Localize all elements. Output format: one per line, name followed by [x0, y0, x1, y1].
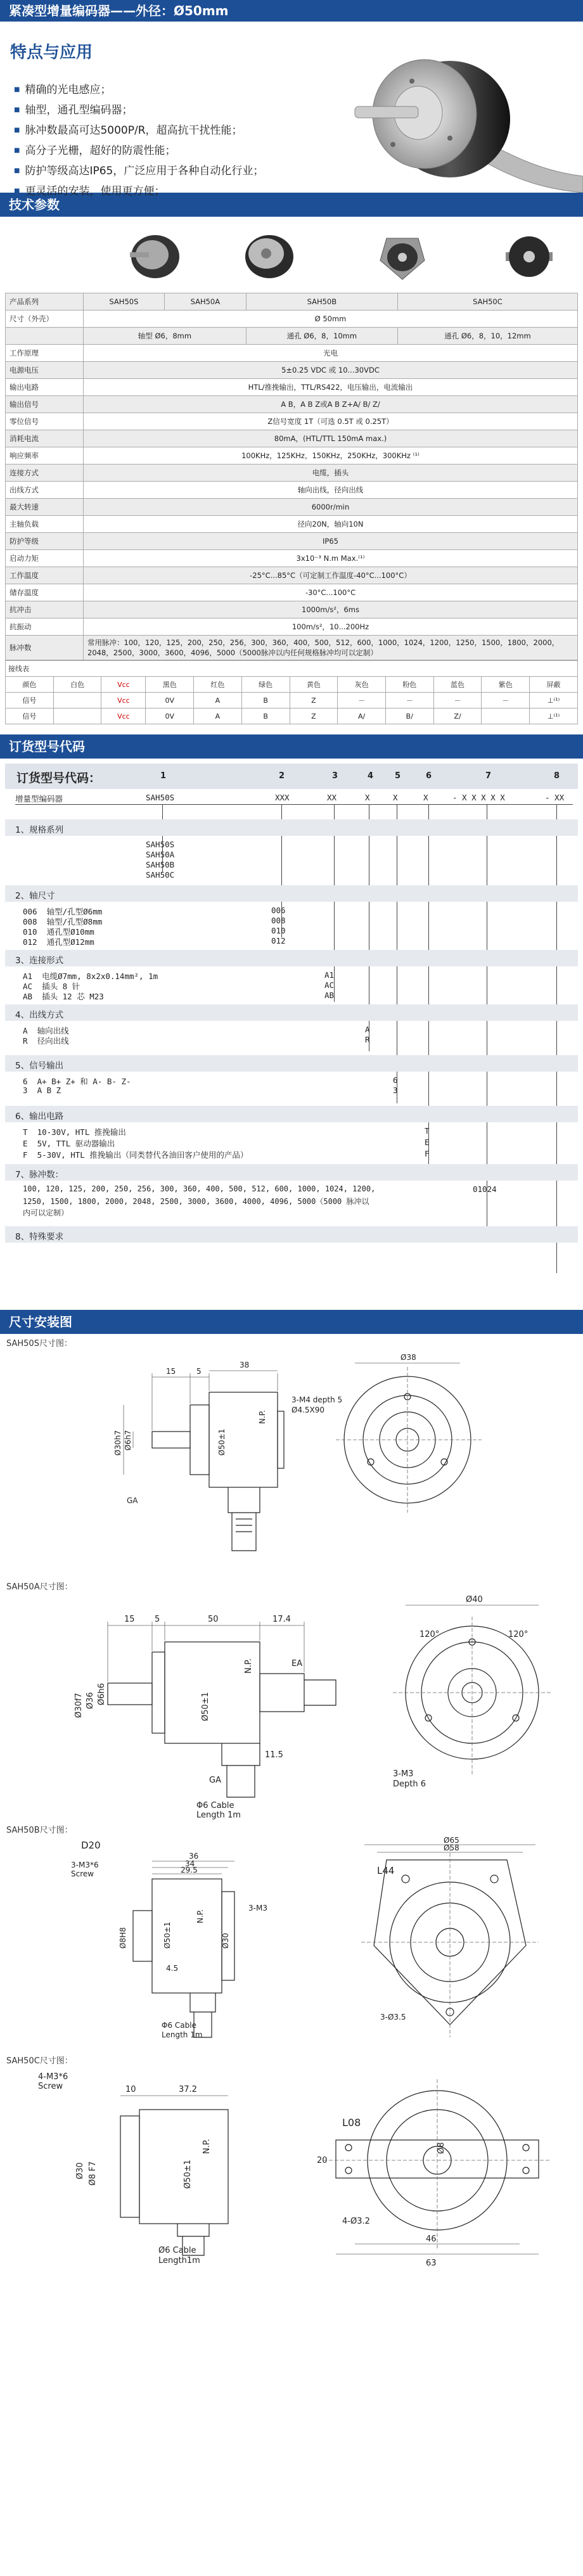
svg-text:4-Ø3.2: 4-Ø3.2 [342, 2217, 370, 2226]
svg-text:3-M3: 3-M3 [248, 1904, 267, 1913]
feature-item: ■ 更灵活的安装，使用更方便； [14, 181, 264, 202]
table-row: 零位信号 Z信号宽度 1T（可选 0.5T 或 0.25T） [6, 413, 578, 430]
sah50a-label: SAH50A尺寸图： [6, 1582, 73, 1592]
table-row: 防护等级 IP65 [6, 533, 578, 550]
product-photos [0, 217, 583, 293]
svg-text:Ø4.5X90: Ø4.5X90 [292, 1406, 325, 1414]
table-row: 消耗电流 80mA，(HTL/TTL 150mA max.) [6, 430, 578, 447]
feature-item: ■ 高分子光栅，超好的防震性能； [14, 141, 264, 161]
features-section [0, 22, 583, 198]
feature-item: ■ 脉冲数最高可达5000P/R，超高抗干扰性能； [14, 120, 264, 141]
table-row: 储存温度 -30°C...100°C [6, 584, 578, 601]
sah50c-photo [501, 228, 558, 285]
svg-text:N.P.: N.P. [196, 1909, 205, 1923]
svg-text:29.5: 29.5 [181, 1866, 198, 1874]
feature-item: ■ 轴型，通孔型编码器； [14, 100, 264, 120]
order-code-header: 订货型号代码： 1 2 3 4 5 6 7 8 [5, 764, 578, 789]
svg-text:50: 50 [208, 1615, 219, 1624]
svg-text:Ø58: Ø58 [444, 1843, 459, 1852]
specs-heading: 技术参数 [0, 193, 583, 217]
svg-text:63: 63 [426, 2259, 437, 2268]
svg-text:Depth 6: Depth 6 [393, 1779, 426, 1789]
svg-text:GA: GA [209, 1776, 221, 1785]
svg-text:GA: GA [127, 1496, 138, 1505]
svg-text:5: 5 [196, 1367, 202, 1376]
table-row: 接线表 [6, 661, 578, 677]
svg-text:17.4: 17.4 [272, 1615, 291, 1624]
features-list [14, 80, 264, 202]
svg-text:3-Ø3.5: 3-Ø3.5 [380, 2013, 406, 2022]
svg-text:D20: D20 [81, 1840, 101, 1851]
sah50b-label: SAH50B尺寸图： [6, 1826, 73, 1835]
svg-text:Length1m: Length1m [158, 2256, 200, 2265]
table-row: 颜色 白色 Vcc 黑色 红色 绿色 黄色 灰色 粉色 蓝色 紫色 屏蔽 [6, 677, 578, 693]
encoder-photo [317, 43, 583, 193]
svg-text:120°: 120° [420, 1630, 440, 1639]
svg-text:Φ6 Cable: Φ6 Cable [196, 1801, 234, 1810]
order-heading: 订货型号代码 [0, 734, 583, 759]
order-code-title: 订货型号代码： [16, 771, 101, 785]
svg-text:11.5: 11.5 [265, 1750, 283, 1760]
page-title: 紧凑型增量编码器——外径：Ø50mm [0, 0, 583, 22]
order-code-body: 增量型编码器 SAH50S XXX XX X X X - X X X X X - XX 1、规格系列 SAH50S SAH50A SAH50B SAH50C 2、轴尺寸 006 轴型/孔型Ø6mm 008 轴型/孔型Ø8mm 010 通孔型Ø10mm 012 通孔型Ø12mm 006 008 010 012 3、连接形式 A1 电缆Ø7mm, 8x2x0.14mm², 1m AC 插头 8 针 AB 插头 12 芯 M23 A1 AC AB 4、出线方式 A 轴向出线 R 径向出线 A R 5、信号输出 6 A+ B+ Z+ 和 A- B- Z- 3 A B Z 6 3 6、输出电路 T 10-30V, HTL 推挽输出 E 5V, TTL 驱动器输出 F 5-30V, HTL 推挽输出（同类替代各油田客户使用的产品） T E F 7、脉冲数： 100, 120, 125, 200, 250, 256, 300, 360, 400, 500, 512, 600, 1000, 1024, 1200, 1250, 1500, 1800, 2000, 2048, 2500, 3000, 3600, 4000, 4096, 5000（5000 脉冲以 内可以定制） 01024 8、特殊要求 [5, 789, 578, 1304]
table-row: 最大转速 6000r/min [6, 499, 578, 516]
svg-text:10: 10 [125, 2085, 136, 2094]
svg-text:120°: 120° [508, 1630, 529, 1639]
svg-text:Ø6 Cable: Ø6 Cable [158, 2246, 196, 2255]
table-row: 出线方式 轴向出线，径向出线 [6, 482, 578, 499]
svg-text:Length 1m: Length 1m [162, 2030, 203, 2039]
table-row: 工作温度 -25°C...85°C（可定制工作温度-40°C...100°C） [6, 567, 578, 584]
svg-text:L44: L44 [377, 1865, 395, 1876]
svg-text:Φ6 Cable: Φ6 Cable [162, 2021, 196, 2030]
spec-table [5, 293, 578, 660]
svg-text:5: 5 [155, 1615, 160, 1624]
svg-text:34: 34 [185, 1859, 195, 1868]
svg-text:Screw: Screw [71, 1869, 94, 1878]
dims-heading: 尺寸安装图 [0, 1310, 583, 1334]
svg-text:46: 46 [426, 2234, 437, 2244]
svg-text:Ø30f7: Ø30f7 [74, 1693, 84, 1718]
table-row: 抗冲击 1000m/s²，6ms [6, 601, 578, 618]
svg-text:20: 20 [317, 2156, 328, 2165]
svg-text:N.P.: N.P. [202, 2139, 212, 2154]
svg-text:L08: L08 [342, 2117, 361, 2129]
svg-text:15: 15 [124, 1615, 135, 1624]
table-row: 信号 Vcc 0V A B Z － － － － ⊥⁽¹⁾ [6, 693, 578, 708]
svg-text:Ø30h7: Ø30h7 [113, 1430, 122, 1456]
svg-text:Ø30: Ø30 [75, 2162, 85, 2179]
svg-text:4-M3*6: 4-M3*6 [38, 2072, 68, 2082]
features-heading: 特点与应用 [10, 43, 93, 62]
table-row: 脉冲数 常用脉冲：100，120，125，200，250，256，300，360，400，500，512，600，1000，1024，1200，1250，1500，1800，2000，2048，2500，3000，3600，4096，5000（5000脉冲以内任何规格脉冲均可以定制） [6, 636, 578, 660]
order-code-section [0, 759, 583, 1310]
svg-text:Ø36: Ø36 [86, 1692, 95, 1709]
svg-text:Ø6h6: Ø6h6 [97, 1682, 106, 1705]
svg-text:3-M3*6: 3-M3*6 [71, 1861, 99, 1869]
table-row: 信号 Vcc 0V A B Z A/ B/ Z/ ⊥⁽¹⁾ [6, 708, 578, 724]
sah50a-drawing [0, 1591, 583, 1819]
sah50b-drawing [0, 1835, 583, 2050]
svg-text:Length 1m: Length 1m [196, 1810, 241, 1819]
svg-text:Ø8 F7: Ø8 F7 [88, 2161, 98, 2186]
feature-item: ■ 精确的光电感应； [14, 80, 264, 100]
svg-text:Ø6h7: Ø6h7 [124, 1430, 132, 1451]
svg-text:Ø50±1: Ø50±1 [163, 1921, 172, 1949]
table-row: 连接方式 电缆，插头 [6, 465, 578, 482]
svg-text:Ø8H8: Ø8H8 [119, 1927, 127, 1949]
svg-text:Ø50±1: Ø50±1 [183, 2160, 193, 2189]
table-row: 抗振动 100m/s²，10...200Hz [6, 618, 578, 636]
svg-text:Ø65: Ø65 [444, 1836, 459, 1845]
svg-text:Ø40: Ø40 [466, 1595, 483, 1605]
svg-text:3-M4 depth 5: 3-M4 depth 5 [292, 1395, 343, 1404]
table-row: 输出电路 HTL/推挽输出，TTL/RS422，电压输出，电流输出 [6, 379, 578, 396]
svg-text:38: 38 [240, 1361, 250, 1369]
svg-text:3-M3: 3-M3 [393, 1769, 414, 1779]
svg-text:37.2: 37.2 [179, 2085, 197, 2094]
sah50a-photo [241, 228, 298, 285]
table-row: 启动力矩 3x10⁻³ N.m Max.⁽¹⁾ [6, 550, 578, 567]
table-row: 响应频率 100KHz，125KHz，150KHz，250KHz，300KHz ⁽¹⁾ [6, 447, 578, 465]
table-row: 工作原理 光电 [6, 345, 578, 362]
table-row: 主轴负载 径向20N，轴向10N [6, 516, 578, 533]
sah50s-drawing [0, 1348, 583, 1576]
sah50c-label: SAH50C尺寸图： [6, 2056, 73, 2066]
wiring-table [5, 660, 578, 724]
svg-text:Screw: Screw [38, 2082, 63, 2091]
svg-text:Ø8: Ø8 [437, 2142, 446, 2154]
svg-text:N.P.: N.P. [244, 1658, 253, 1674]
table-row: 轴型 Ø6，8mm 通孔 Ø6，8，10mm 通孔 Ø6，8，10，12mm [6, 328, 578, 345]
svg-text:Ø50±1: Ø50±1 [217, 1428, 226, 1456]
sah50s-label: SAH50S尺寸图： [6, 1339, 72, 1349]
sah50b-photo [374, 226, 431, 286]
table-row: 尺寸（外壳） Ø 50mm [6, 311, 578, 328]
svg-text:4.5: 4.5 [166, 1964, 179, 1973]
svg-text:Ø50±1: Ø50±1 [201, 1692, 210, 1721]
sah50s-photo [127, 228, 184, 285]
svg-text:36: 36 [189, 1852, 199, 1861]
svg-text:15: 15 [166, 1367, 176, 1376]
table-row: 产品系列 SAH50S SAH50A SAH50B SAH50C [6, 293, 578, 311]
sah50c-drawing [0, 2065, 583, 2268]
drawings-section [0, 1334, 583, 2272]
svg-text:EA: EA [292, 1659, 303, 1669]
feature-item: ■ 防护等级高达IP65，广泛应用于各种自动化行业； [14, 161, 264, 181]
svg-text:Ø30: Ø30 [221, 1933, 230, 1949]
table-row: 输出信号 A B，A B Z或A B Z+A/ B/ Z/ [6, 396, 578, 413]
svg-text:Ø38: Ø38 [400, 1353, 416, 1362]
table-row: 电源电压 5±0.25 VDC 或 10...30VDC [6, 362, 578, 379]
svg-text:N.P.: N.P. [258, 1410, 267, 1424]
